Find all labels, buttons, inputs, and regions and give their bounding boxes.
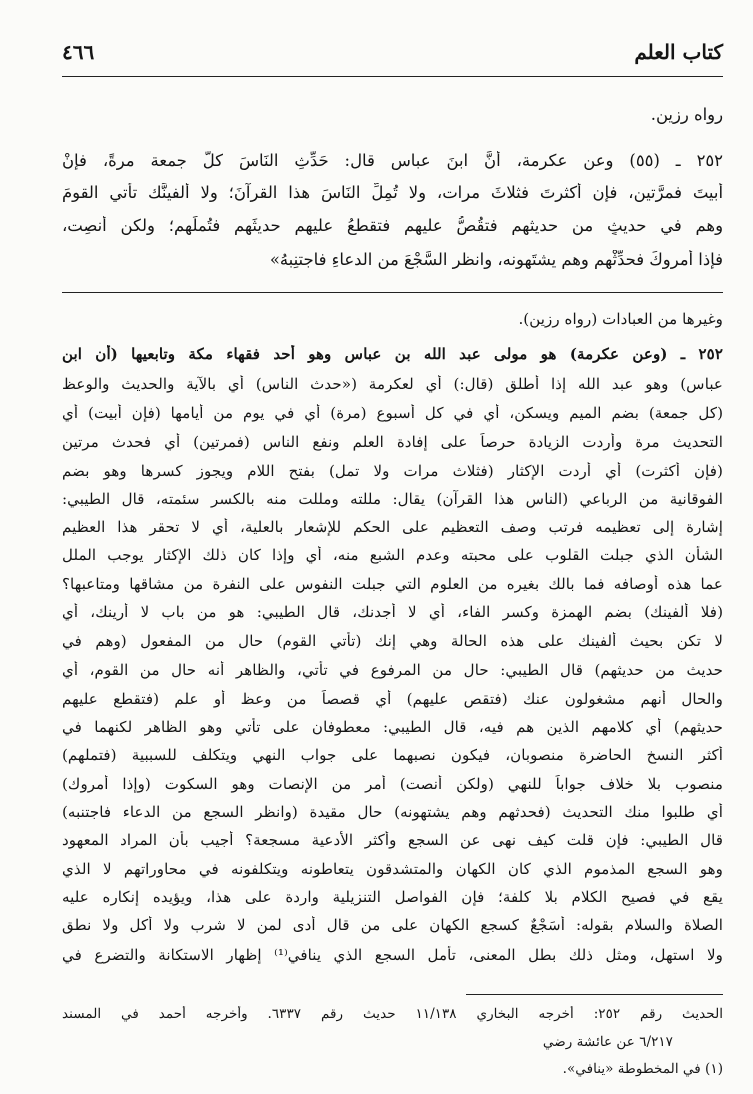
takhrij-line: الحديث رقم ٢٥٢: أخرجه البخاري ١١/١٣٨ حديث رقم ٦٣٣٧. وأخرجه أحمد في المسند xyxy=(62,1006,723,1022)
commentary-line: حديثهم) أي كلامهم الذين هم فيه، قال الطيبي: معطوفان على تأتي وهو الظاهر لكنهما في xyxy=(62,718,723,736)
commentary-line: إشارة إلى تعظيمه فرتب وصف التعظيم على الحكم للإشعار بالعلية، أي لا تحقر هذا العظيم xyxy=(62,518,723,536)
page-number: ٤٦٦ xyxy=(62,40,95,64)
takhrij-line: ٦/٢١٧ عن عائشة رضي xyxy=(542,1034,673,1050)
commentary-line: الفوقانية من الرباعي (الناس هذا القرآن) يقال: مللته ومللت منه بالكسر سئمته، قال الطيبي: xyxy=(62,490,723,508)
commentary-line: أي طلبوا منك التحديث (فحدثهم وهم يشتهونه) حال مقيدة (وانظر السجع من الدعاء فاجتنبه) xyxy=(62,803,723,821)
intro-line: رواه رزين. xyxy=(650,105,723,124)
footnote-rule xyxy=(466,994,723,995)
hadith-line: أبيتَ فمرَّتين، فإن أكثرتَ فثلاثَ مرات، ولا تُمِلِّ النَاسَ هذا القرآنَ؛ ولا أُلفينَّك تأتي القومَ xyxy=(62,183,723,202)
commentary-line: وغيرها من العبادات (رواه رزين). xyxy=(518,310,723,328)
commentary-line: ولا استهل، ومثل ذلك بطل المعنى، تأمل السجع الذي ينافي⁽¹⁾ إظهار الاستكانة والتضرع في xyxy=(62,946,723,964)
commentary-line: منصوب بلا خلاف جواباً للنهي (ولكن أنصت) أمر من الإنصات وهو السكوت (وإذا أمروك) xyxy=(62,775,723,793)
commentary-line: لا تكن بحيث ألفينك على هذه الحالة وهي إنك (تأتي القوم) حال من المفعول (وهم في xyxy=(62,632,723,650)
commentary-line: حديث من حديثهم) قال الطيبي: حال من المرفوع في تأتي، والظاهر أنه حال من القوم، أي xyxy=(62,661,723,679)
commentary-line: والحال أنهم مشغولون عنك (فتقص عليهم) أي قصصاً من وعظ أو علم (فتقطع عليهم xyxy=(62,690,723,708)
commentary-line: الشأن الذي جبلت القلوب على محبته وعدم الشبع منه، أي وإذا كان ذلك الإكثار يوجب الملل xyxy=(62,546,723,564)
commentary-line: قال الطيبي: فإن قلت كيف نهى عن السجع وأكثر الأدعية مسجعة؟ أجيب بأن المراد المعهود xyxy=(62,831,723,849)
commentary-line: عما هذه أوصافه فما بالك بغيره من العلوم التي جبلت النفوس على النفرة من مشاقها ومتاعبها؟ xyxy=(62,575,723,593)
commentary-line: (كل جمعة) بضم الميم ويسكن، أي في كل أسبوع (مرة) أي في يوم من أيامها (فإن أبيت) أي xyxy=(62,404,723,422)
header-rule xyxy=(62,76,723,77)
page-header xyxy=(62,40,723,70)
footnote-1: (١) في المخطوطة «ينافي». xyxy=(562,1061,723,1077)
commentary-line: (فإن أكثرت) أي أردت الإكثار (فثلاث مرات ولا تمل) بفتح اللام ويجوز كسرها وهو بضم xyxy=(62,462,723,480)
hadith-line: ٢٥٢ ـ (٥٥) وعن عكرمة، أنَّ ابنَ عباس قال: حَدِّثِ النَاسَ كلَّ جمعة مرةً، فإنْ xyxy=(62,151,723,170)
commentary-line: التحديث مرة وأردت الزيادة حرصاً على إفادة العلم ونفع الناس (فمرتين) أي فحدث مرتين xyxy=(62,433,723,451)
commentary-line: يقع في فصيح الكلام بلا كلفة؛ فإن الفواصل التنزيلية واردة على هذا، ويؤيده إنكاره عليه xyxy=(62,888,723,906)
commentary-line: الصلاة والسلام بقوله: أَسَجْعٌ كسجع الكهان على من قال أدى لمن لا شرب ولا أكل ولا نطق xyxy=(62,916,723,934)
commentary-line: أكثر النسخ الحاضرة منصوبان، فيكون نصبهما على جواب النهي ويتكلف للسببية (فتملهم) xyxy=(62,746,723,764)
hadith-line: فإذا أمروكَ فحدِّثْهم وهم يشتَهونه، وانظر السَّجْعَ من الدعاءِ فاجتنِبهُ» xyxy=(269,250,723,269)
commentary-line: ٢٥٢ ـ (وعن عكرمة) هو مولى عبد الله بن عباس وهو أحد فقهاء مكة وتابعيها (أن ابن xyxy=(62,345,723,363)
hadith-line: وهم في حديثٍ من حديثهم فتقُصُّ عليهم فتقطعُ عليهم حديثَهم فتُملِّهم؛ ولكن أنصِت، xyxy=(62,216,723,235)
book-title: كتاب العلم xyxy=(634,40,723,64)
commentary-line: عباس) وهو عبد الله إذا أطلق (قال:) أي لعكرمة («حدث الناس) أي بالآية والحديث والوعظ xyxy=(62,375,723,393)
commentary-line: (فلا ألفينك) بضم الهمزة وكسر الفاء، أي لا أجدنك، قال الطيبي: هو من باب لا أرينك، أي xyxy=(62,603,723,621)
section-rule xyxy=(62,292,723,293)
commentary-line: وهو السجع المذموم الذي كان الكهان والمتشدقون يتعاطونه ويتكلفونه في محاوراتهم لا الذي xyxy=(62,860,723,878)
